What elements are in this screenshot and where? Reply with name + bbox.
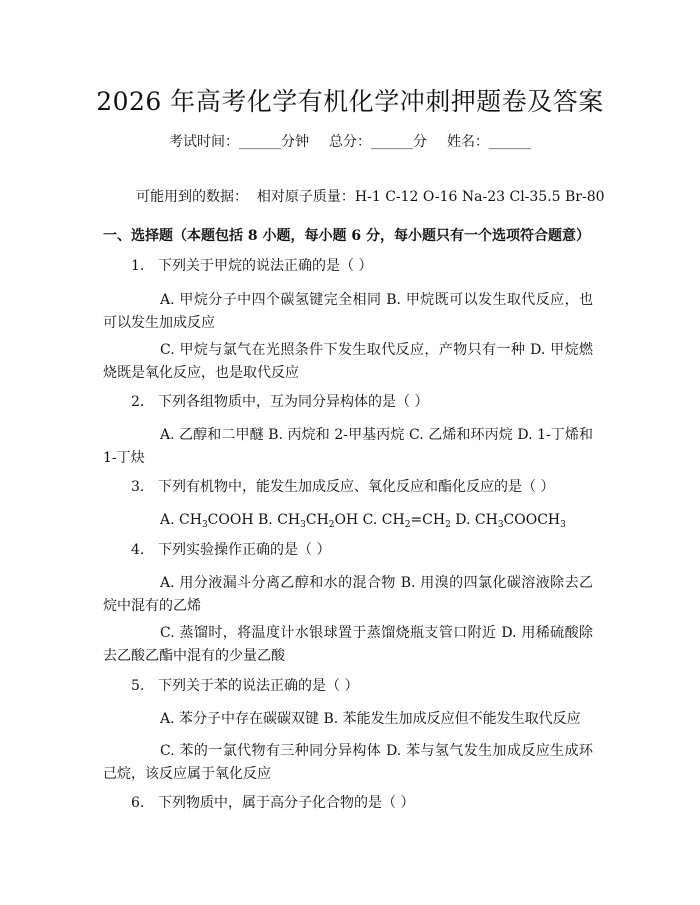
- exam-name-field: 姓名：______: [447, 134, 531, 150]
- question-5-options-cd: C. 苯的一氯代物有三种同分异构体 D. 苯与氢气发生加成反应生成环己烷，该反应属于氧化反应: [103, 743, 593, 782]
- question-4-number: 4.: [131, 542, 145, 558]
- question-6-stem: [131, 793, 414, 813]
- question-1-options-ab: A. 甲烷分子中四个碳氢键完全相同 B. 甲烷既可以发生取代反应，也可以发生加成反应: [103, 292, 593, 331]
- atomic-mass-note: 可能用到的数据： 相对原子质量：H-1 C-12 O-16 Na-23 Cl-35.5 Br-80: [136, 189, 605, 205]
- q3-option-d-sub2: 3: [560, 520, 566, 530]
- question-1-stem: [131, 256, 372, 276]
- q3-option-b-sub1: 3: [300, 520, 306, 530]
- question-2-stem: [131, 392, 428, 412]
- q3-option-b-rest: OH: [334, 512, 359, 528]
- question-4-text: 下列实验操作正确的是（ ）: [158, 542, 331, 558]
- exam-info-line: [0, 131, 700, 151]
- question-1-number: 1.: [131, 258, 145, 274]
- exam-score-field: 总分：______分: [329, 134, 427, 150]
- q3-option-c-sub2: 2: [445, 520, 451, 530]
- question-2-options: A. 乙醇和二甲醚 B. 丙烷和 2-甲基丙烷 C. 乙烯和环丙烷 D. 1-丁烯和1-丁炔: [103, 427, 593, 466]
- question-6-text: 下列物质中，属于高分子化合物的是（ ）: [158, 795, 415, 811]
- q3-option-a-label: A. CH: [160, 512, 202, 528]
- question-5-number: 5.: [131, 678, 145, 694]
- question-5-options-ab: A. 苯分子中存在碳碳双键 B. 苯能发生加成反应但不能发生取代反应: [160, 711, 581, 727]
- q3-option-b-label: B. CH: [253, 512, 301, 528]
- question-3-stem: [131, 477, 554, 497]
- q3-option-c-sub1: 2: [404, 520, 411, 530]
- section-heading: 一、选择题（本题包括 8 小题，每小题 6 分，每小题只有一个选项符合题意）: [103, 228, 590, 244]
- question-2-text: 下列各组物质中，互为同分异构体的是（ ）: [158, 394, 429, 410]
- q3-option-a-rest: COOH: [207, 512, 254, 528]
- exam-title: 2026 年高考化学有机化学冲刺押题卷及答案: [96, 87, 604, 116]
- q3-option-a-sub: 3: [201, 520, 208, 530]
- question-1-options-cd: C. 甲烷与氯气在光照条件下发生取代反应，产物只有一种 D. 甲烷燃烧既是氧化反应，也是取代反应: [103, 342, 593, 381]
- exam-time-field: 考试时间：______分钟: [169, 134, 309, 150]
- question-4-stem: [131, 540, 330, 560]
- q3-option-b-mid: CH: [305, 512, 329, 528]
- question-5-text: 下列关于苯的说法正确的是（ ）: [158, 678, 359, 694]
- q3-option-b-sub2: 2: [328, 520, 335, 530]
- question-3-number: 3.: [131, 479, 145, 495]
- question-4-options-ab: A. 用分液漏斗分离乙醇和水的混合物 B. 用溴的四氯化碳溶液除去乙烷中混有的乙烯: [103, 575, 593, 614]
- q3-option-d-mid: COOCH: [503, 512, 561, 528]
- question-5-stem: [131, 676, 358, 696]
- question-3-text: 下列有机物中，能发生加成反应、氧化反应和酯化反应的是（ ）: [158, 479, 555, 495]
- question-4-options-cd: C. 蒸馏时，将温度计水银球置于蒸馏烧瓶支管口附近 D. 用稀硫酸除去乙酸乙酯中混有的少量乙酸: [103, 625, 593, 664]
- question-2-number: 2.: [131, 394, 145, 410]
- question-3-options: [160, 510, 566, 535]
- q3-option-c-mid: =CH: [410, 512, 446, 528]
- question-6-number: 6.: [131, 795, 145, 811]
- q3-option-d-sub1: 3: [497, 520, 504, 530]
- q3-option-c-label: C. CH: [358, 512, 405, 528]
- question-1-text: 下列关于甲烷的说法正确的是（ ）: [158, 258, 373, 274]
- q3-option-d-label: D. CH: [450, 512, 498, 528]
